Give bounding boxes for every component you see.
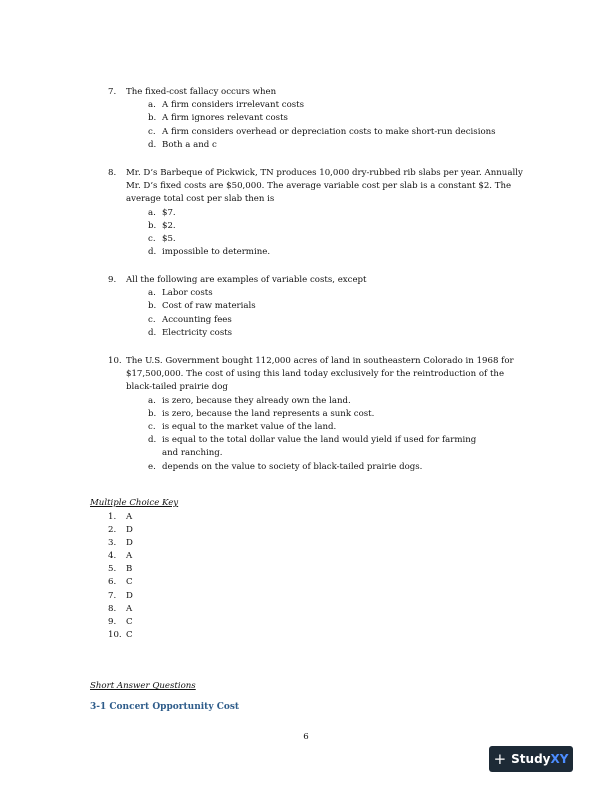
studyxy-badge[interactable] [489, 746, 573, 772]
answer-key-item: 7. D [108, 590, 133, 601]
answer-key-item: 3. D [108, 538, 133, 549]
question-stem: The U.S. Government bought 112,000 acres of land in southeastern Colorado in 1968 for $17,500,000. The cost of using this land today exclusively for the reintroduction of the black-tailed prairie dog [126, 356, 514, 393]
option-b: b. Cost of raw materials [148, 301, 256, 312]
badge-suffix: XY [550, 752, 569, 766]
option-b: b. $2. [148, 220, 176, 231]
option-a: a. A firm considers irrelevant costs [148, 100, 305, 111]
option-e: e. depends on the value to society of black-tailed prairie dogs. [148, 461, 423, 472]
answer-key-item: 9. C [108, 616, 133, 627]
option-d: d. Both a and c [148, 139, 217, 150]
question-number: 9. [108, 275, 117, 285]
option-a: a. Labor costs [148, 288, 213, 299]
question-9 [108, 274, 528, 340]
option-list [108, 207, 528, 260]
question-number: 8. [108, 168, 117, 178]
option-d: d. impossible to determine. [148, 247, 271, 258]
option-c: c. is equal to the market value of the land. [148, 422, 337, 433]
option-d: d. is equal to the total dollar value the land would yield if used for farming and ranching. [148, 435, 477, 459]
answer-key-item: 8. A [108, 603, 133, 614]
section-heading: 3-1 Concert Opportunity Cost [90, 702, 240, 712]
option-c: c. $5. [148, 234, 176, 245]
option-c: c. Accounting fees [148, 314, 232, 325]
answer-key-list [108, 511, 133, 642]
option-a: a. is zero, because they already own the land. [148, 395, 351, 406]
option-list [108, 287, 528, 340]
option-a: a. $7. [148, 207, 176, 218]
plus-icon: + [493, 750, 507, 768]
answer-key-item: 5. B [108, 564, 133, 575]
question-stem: The fixed-cost fallacy occurs when [126, 87, 277, 97]
question-7 [108, 86, 528, 152]
option-b: b. A firm ignores relevant costs [148, 113, 288, 124]
question-stem: All the following are examples of variable costs, except [126, 275, 367, 285]
answer-key-item: 2. D [108, 525, 133, 536]
answer-key-item: 4. A [108, 551, 133, 562]
question-stem: Mr. D’s Barbeque of Pickwick, TN produces 10,000 dry-rubbed rib slabs per year. Annually Mr. D’s fixed costs are $50,000. The average variable cost per slab is a constant $2. The average total cost per slab then is [126, 168, 523, 205]
answer-key-item: 6. C [108, 577, 133, 588]
option-d: d. Electricity costs [148, 327, 233, 338]
short-answer-title: Short Answer Questions [90, 681, 196, 691]
page-number: 6 [303, 732, 309, 742]
answer-key-item: 10. C [108, 629, 133, 640]
option-list [108, 99, 528, 152]
question-10 [108, 355, 528, 474]
question-number: 10. [108, 356, 122, 366]
answer-key-item: 1. A [108, 512, 133, 522]
option-c: c. A firm considers overhead or depreciation costs to make short-run decisions [148, 126, 496, 137]
option-b: b. is zero, because the land represents a sunk cost. [148, 408, 375, 419]
question-number: 7. [108, 87, 117, 97]
badge-prefix: Study [511, 752, 551, 766]
question-8 [108, 167, 528, 259]
option-list [108, 395, 528, 474]
answer-key-title: Multiple Choice Key [90, 498, 179, 508]
